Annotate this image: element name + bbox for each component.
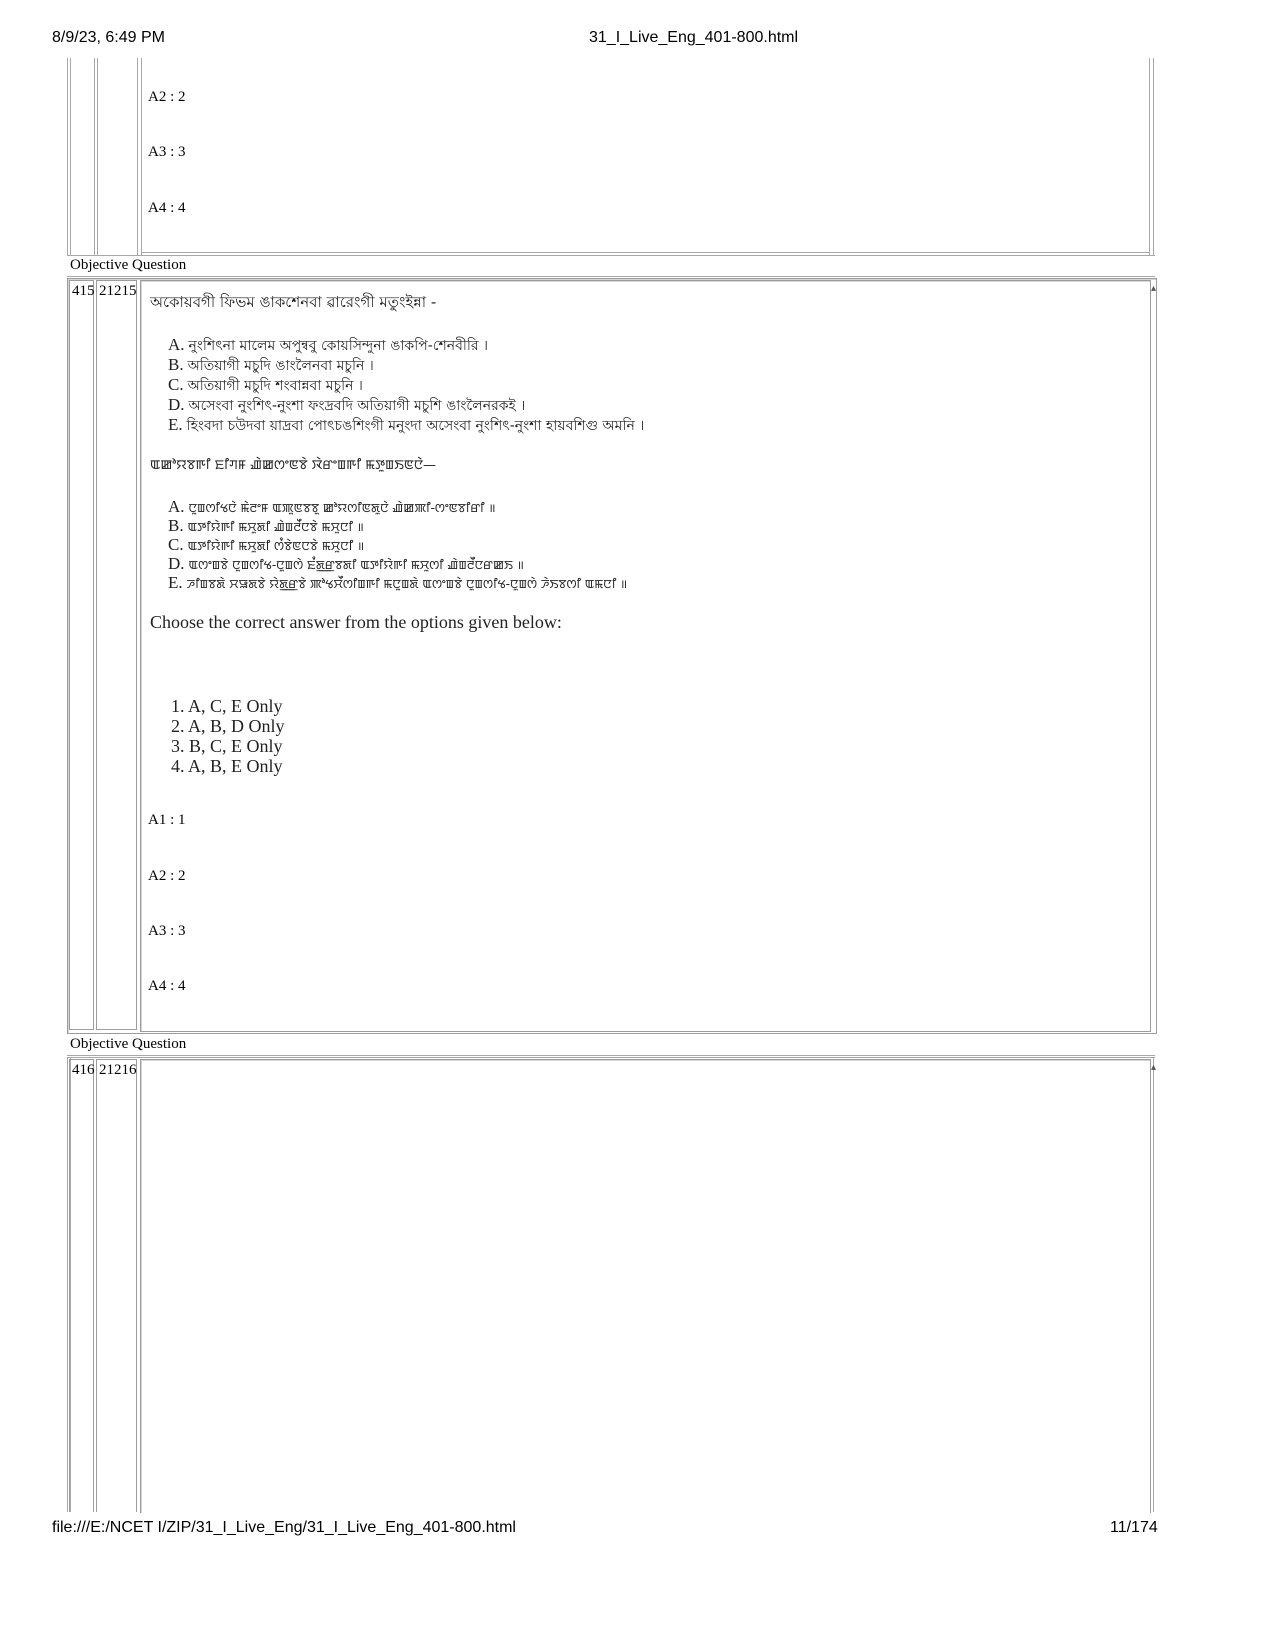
answer-option: A4 : 4 [148, 200, 186, 216]
meitei-option: E. ꯍꯤꯡꯕꯗꯥ ꯆꯎꯗꯕꯥ ꯌꯥꯗ꯭ꯔꯕꯥ ꯄꯣꯠꯆꯩꯁꯤꯡꯒꯤ ꯃꯅꯨꯡꯗꯥ ꯑꯁꯦꯡꯕꯥ ꯅꯨꯡꯁꯤꯠ-ꯅꯨꯡꯁꯥ ꯍꯥꯏꯕꯁꯤ ꯑꯃꯅꯤ ॥ [168, 573, 628, 592]
bengali-option: D. অসেংবা নুংশিৎ-নুংশা ফংদ্রবদি অতিয়াগী মচুশি ঙাংলৈনরকই । [168, 395, 526, 414]
bengali-option: A. নুংশিৎনা মালেম অপুন্ববু কোয়সিন্দুনা ঙাকপি-শেনবীরি । [168, 335, 489, 354]
choice-item: 2. A, B, D Only [171, 716, 285, 736]
question-id: 21215 [96, 280, 137, 1030]
question-type-label: Objective Question [70, 257, 187, 273]
choice-item: 1. A, C, E Only [171, 696, 283, 716]
meitei-option: A. ꯅꯨꯡꯁꯤꯠꯅꯥ ꯃꯥꯂꯦꯝ ꯑꯄꯨꯟꯕꯕꯨ ꯀꯣꯌꯁꯤꯟꯗꯨꯅꯥ ꯉꯥꯀꯄꯤ-ꯁꯦꯟꯕꯤꯔꯤ ॥ [168, 497, 496, 516]
scroll-marker-icon: ▴ [1151, 1062, 1157, 1073]
question-title-meitei: ꯑꯀꯣꯌꯕꯒꯤ ꯐꯤꯚꯝ ꯉꯥꯀꯁꯦꯟꯕꯥ ꯋꯥꯔꯦꯡꯒꯤ ꯃꯇꯨꯡꯏꯟꯅꯥ— [150, 458, 437, 473]
bengali-option: B. অতিয়াগী মচুদি ঙাংলৈনবা মচুনি । [168, 355, 374, 374]
file-path: file:///E:/NCET I/ZIP/31_I_Live_Eng/31_I_Live_Eng_401-800.html [52, 1519, 516, 1536]
answer-option: A3 : 3 [148, 144, 186, 160]
question-body [140, 1059, 1151, 1513]
print-datetime: 8/9/23, 6:49 PM [52, 29, 165, 46]
question-title-bengali: অকোয়বগী ফিভম ঙাকশেনবা ৱারেংগী মতুংইন্না - [150, 293, 437, 311]
document-title: 31_I_Live_Eng_401-800.html [589, 29, 799, 46]
choose-instruction: Choose the correct answer from the options given below: [150, 612, 562, 632]
question-id: 21216 [96, 1059, 137, 1512]
answer-option: A1 : 1 [148, 812, 186, 828]
scroll-marker-icon: ▴ [1151, 283, 1157, 294]
answer-option: A3 : 3 [148, 923, 186, 939]
answer-option: A4 : 4 [148, 978, 186, 994]
answer-option: A2 : 2 [148, 868, 186, 884]
question-number: 415 [69, 280, 94, 1030]
meitei-option: D. ꯑꯁꯦꯡꯕꯥ ꯅꯨꯡꯁꯤꯠ-ꯅꯨꯡꯁꯥ ꯐꯪꯗ꯭ꯔꯕꯗꯤ ꯑꯇꯤꯌꯥꯒꯤ ꯃꯆꯨꯁꯤ ꯉꯥꯡꯂꯩꯅꯔꯀꯏ ॥ [168, 554, 524, 573]
meitei-option: C. ꯑꯇꯤꯌꯥꯒꯤ ꯃꯆꯨꯗꯤ ꯁꯪꯕꯥꯟꯅꯕꯥ ꯃꯆꯨꯅꯤ ॥ [168, 535, 365, 554]
page-number: 11/174 [1110, 1519, 1158, 1536]
choice-item: 4. A, B, E Only [171, 756, 283, 776]
question-type-label: Objective Question [70, 1036, 187, 1052]
meitei-option: B. ꯑꯇꯤꯌꯥꯒꯤ ꯃꯆꯨꯗꯤ ꯉꯥꯡꯂꯩꯅꯕꯥ ꯃꯆꯨꯅꯤ ॥ [168, 516, 364, 535]
choice-item: 3. B, C, E Only [171, 736, 283, 756]
question-number: 416 [69, 1059, 94, 1512]
bengali-option: C. অতিয়াগী মচুদি শংবান্নবা মচুনি । [168, 375, 363, 394]
answer-option: A2 : 2 [148, 89, 186, 105]
bengali-option: E. হিংবদা চউদবা য়াদ্রবা পোৎচঙশিংগী মনুংদা অসেংবা নুংশিৎ-নুংশা হায়বশিগু অমনি । [168, 415, 645, 434]
